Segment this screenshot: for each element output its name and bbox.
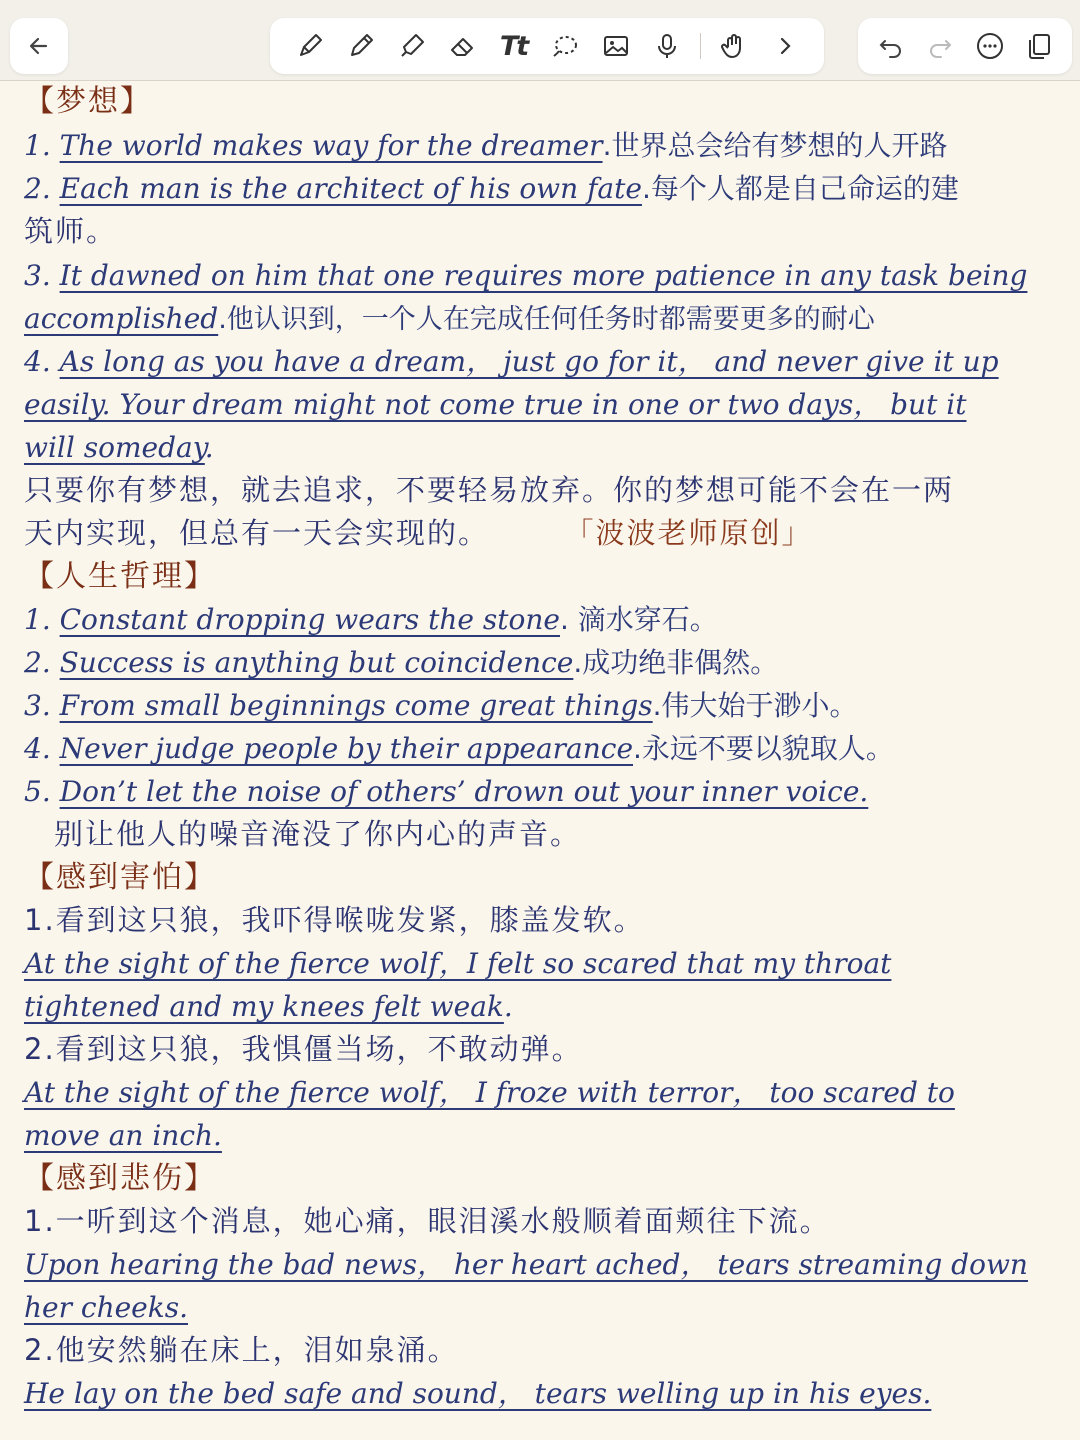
back-button-container (10, 18, 68, 74)
list-item: 1.一听到这个消息，她心痛，眼泪溪水般顺着面颊往下流。 (24, 1204, 831, 1238)
tool-palette (270, 18, 824, 74)
list-item: 2.他安然躺在床上，泪如泉涌。 (24, 1333, 459, 1367)
chevron-right-icon[interactable] (767, 28, 803, 64)
more-icon[interactable] (972, 28, 1008, 64)
note-canvas[interactable] (0, 80, 1080, 1440)
list-item-continuation: easily. Your dream might not come true in one or two days， but it (24, 388, 967, 421)
translation-text: 只要你有梦想，就去追求，不要轻易放弃。你的梦想可能不会在一两 (24, 473, 955, 507)
text-tool-label: Tt (499, 30, 528, 62)
lasso-icon[interactable] (547, 28, 583, 64)
list-item-continuation: will someday. (24, 431, 214, 464)
section-heading-sad: 【感到悲伤】 (24, 1161, 216, 1196)
translation-text: He lay on the bed safe and sound， tears welling up in his eyes. (24, 1377, 932, 1410)
list-item: 2. Each man is the architect of his own fate.每个人都是自己命运的建 (24, 172, 959, 205)
pages-icon[interactable] (1021, 28, 1057, 64)
pencil-icon[interactable] (343, 28, 379, 64)
list-item: 4. Never judge people by their appearance.永远不要以貌取人。 (24, 732, 894, 765)
image-icon[interactable] (598, 28, 634, 64)
action-bar (858, 18, 1072, 74)
author-credit: 「波波老师原创」 (579, 516, 813, 550)
translation-text: 别让他人的噪音淹没了你内心的声音。 (54, 817, 582, 851)
toolbar-separator (700, 33, 701, 59)
pen-icon[interactable] (292, 28, 328, 64)
arrow-left-icon[interactable] (21, 28, 57, 64)
hand-icon[interactable] (716, 28, 752, 64)
undo-icon[interactable] (873, 28, 909, 64)
section-heading-life: 【人生哲理】 (24, 559, 216, 594)
list-item: 1. Constant dropping wears the stone. 滴水穿石。 (24, 603, 718, 636)
list-item: 3. From small beginnings come great things.伟大始于渺小。 (24, 689, 858, 722)
translation-text: 天内实现，但总有一天会实现的。 「波波老师原创」 (24, 516, 813, 550)
translation-text: her cheeks. (24, 1291, 188, 1324)
text-tool-icon[interactable] (496, 28, 532, 64)
translation-text: Upon hearing the bad news， her heart ached， tears streaming down (24, 1248, 1028, 1281)
list-item-continuation: accomplished.他认识到，一个人在完成任何任务时都需要更多的耐心 (24, 302, 875, 335)
list-item: 5. Don’t let the noise of others’ drown out your inner voice. (24, 775, 869, 808)
translation-text: tightened and my knees felt weak. (24, 990, 513, 1023)
list-item: 4. As long as you have a dream， just go for it， and never give it up (24, 345, 999, 378)
eraser-icon[interactable] (445, 28, 481, 64)
top-toolbar (0, 0, 1080, 81)
highlighter-icon[interactable] (394, 28, 430, 64)
list-item: 1.看到这只狼，我吓得喉咙发紧，膝盖发软。 (24, 903, 645, 937)
list-item: 2. Success is anything but coincidence.成功绝非偶然。 (24, 646, 779, 679)
translation-text: At the sight of the fierce wolf， I froze with terror， too scared to (24, 1076, 955, 1109)
list-item: 1. The world makes way for the dreamer.世界总会给有梦想的人开路 (24, 129, 948, 162)
list-item: 3. It dawned on him that one requires more patience in any task being (24, 259, 1028, 292)
section-heading-fear: 【感到害怕】 (24, 860, 216, 895)
list-item: 2.看到这只狼，我惧僵当场，不敢动弹。 (24, 1032, 583, 1066)
section-heading-dream: 【梦想】 (24, 84, 152, 119)
list-item-continuation: 筑师。 (24, 214, 118, 248)
translation-text: move an inch. (24, 1119, 222, 1152)
redo-icon[interactable] (922, 28, 958, 64)
microphone-icon[interactable] (649, 28, 685, 64)
translation-text: At the sight of the fierce wolf，I felt so scared that my throat (24, 947, 892, 980)
